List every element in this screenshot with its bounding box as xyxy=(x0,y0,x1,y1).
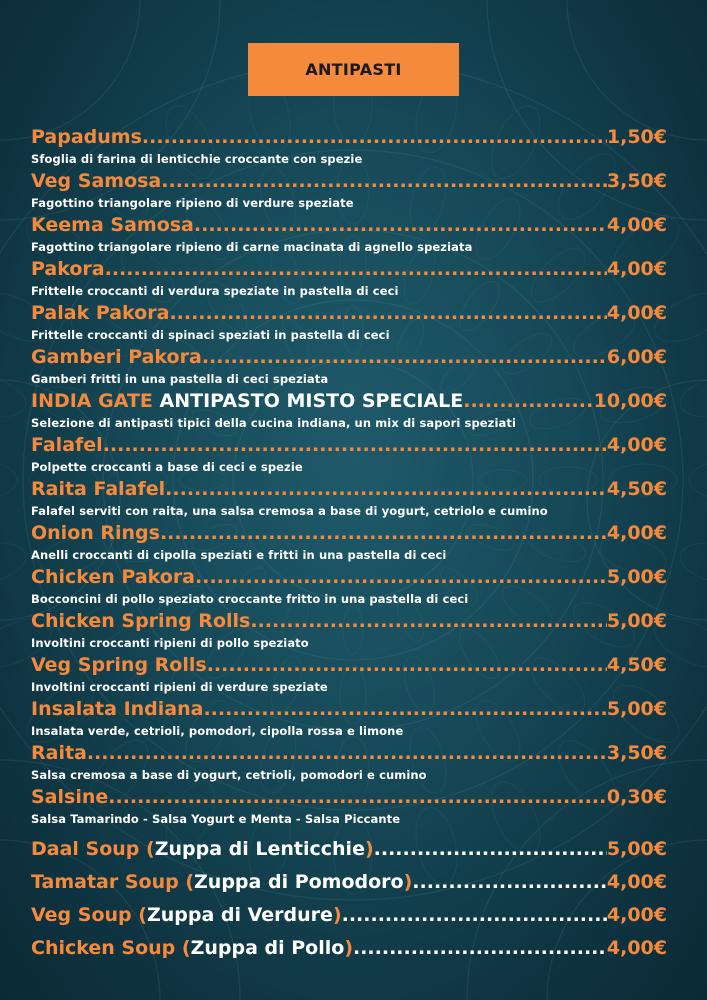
dot-leader xyxy=(353,932,607,965)
soup-price: 4,00€ xyxy=(606,937,667,959)
dot-leader xyxy=(207,653,607,677)
section-title: ANTIPASTI xyxy=(305,60,402,79)
menu-item-description: Insalata verde, cetrioli, pomodori, cipolla rossa e limone xyxy=(31,724,404,738)
menu-item xyxy=(31,213,667,257)
soup-name-italian: Zuppa di Pomodoro xyxy=(194,871,404,893)
menu-item-row xyxy=(31,697,667,721)
menu-item-name: Salsine xyxy=(31,786,109,808)
dot-leader xyxy=(203,697,606,721)
menu-item-price: 4,00€ xyxy=(606,434,667,456)
dot-leader xyxy=(202,345,607,369)
menu-item-row xyxy=(31,785,667,809)
dot-leader xyxy=(142,125,607,149)
menu-item-description: Frittelle croccanti di verdura speziate in pastella di ceci xyxy=(31,284,399,298)
menu-item xyxy=(31,301,667,345)
menu-item-name: Gamberi Pakora xyxy=(31,346,202,368)
menu-item-price: 6,00€ xyxy=(606,346,667,368)
soup-paren-open: ( xyxy=(131,904,147,926)
soup-item xyxy=(31,932,667,965)
menu-item-name: Chicken Pakora xyxy=(31,566,196,588)
menu-item-name: Keema Samosa xyxy=(31,214,194,236)
menu-item-description: Frittelle croccanti di spinaci speziati in pastella di ceci xyxy=(31,328,390,342)
menu-item-name xyxy=(31,389,463,413)
soup-item xyxy=(31,866,667,899)
menu-item-description: Sfoglia di farina di lenticchie croccante con spezie xyxy=(31,152,363,166)
dot-leader xyxy=(194,213,607,237)
menu-item-price: 0,30€ xyxy=(606,786,667,808)
dot-leader xyxy=(161,169,607,193)
menu-item xyxy=(31,125,667,169)
menu-item-price: 4,50€ xyxy=(606,654,667,676)
menu-item xyxy=(31,697,667,741)
menu-item-price: 4,50€ xyxy=(606,478,667,500)
menu-item-description: Salsa cremosa a base di yogurt, cetrioli, pomodori e cumino xyxy=(31,768,427,782)
menu-item-price: 5,00€ xyxy=(606,698,667,720)
dot-leader xyxy=(374,833,607,866)
menu-item-name: Insalata Indiana xyxy=(31,698,204,720)
menu-item xyxy=(31,785,667,829)
dot-leader xyxy=(108,785,607,809)
menu-item-name: Palak Pakora xyxy=(31,302,170,324)
menu-item-price: 4,00€ xyxy=(606,302,667,324)
menu-item-row xyxy=(31,477,667,501)
menu-item-price: 10,00€ xyxy=(593,390,667,412)
dot-leader xyxy=(412,866,607,899)
menu-item xyxy=(31,609,667,653)
soup-paren-close: ) xyxy=(403,871,413,893)
dot-leader xyxy=(160,521,607,545)
soup-price: 4,00€ xyxy=(606,904,667,926)
menu-item-name-brand: INDIA GATE xyxy=(31,390,153,412)
menu-item-price: 1,50€ xyxy=(606,126,667,148)
menu-list xyxy=(31,125,667,965)
soup-name xyxy=(31,866,412,899)
menu-item-price: 4,00€ xyxy=(606,258,667,280)
menu-item-row xyxy=(31,345,667,369)
menu-item xyxy=(31,521,667,565)
menu-item xyxy=(31,433,667,477)
menu-item-description: Fagottino triangolare ripieno di carne macinata di agnello speziata xyxy=(31,240,473,254)
menu-item-name: Veg Spring Rolls xyxy=(31,654,207,676)
menu-item-row xyxy=(31,125,667,149)
menu-item-price: 5,00€ xyxy=(606,610,667,632)
menu-item xyxy=(31,565,667,609)
dot-leader xyxy=(250,609,607,633)
dot-leader xyxy=(342,899,607,932)
soup-name-italian: Zuppa di Pollo xyxy=(190,937,345,959)
dot-leader xyxy=(105,257,607,281)
soup-paren-close: ) xyxy=(364,838,374,860)
menu-item-description: Bocconcini di pollo speziato croccante fritto in una pastella di ceci xyxy=(31,592,469,606)
dot-leader xyxy=(165,477,607,501)
menu-item-price: 5,00€ xyxy=(606,566,667,588)
menu-item-description: Polpette croccanti a base di ceci e spezie xyxy=(31,460,303,474)
soup-name xyxy=(31,833,374,866)
menu-item-description: Fagottino triangolare ripieno di verdure speziate xyxy=(31,196,354,210)
menu-item xyxy=(31,741,667,785)
menu-item-name: Chicken Spring Rolls xyxy=(31,610,251,632)
menu-item xyxy=(31,477,667,521)
soup-name-english: Tamatar Soup xyxy=(31,871,179,893)
soup-paren-open: ( xyxy=(178,871,195,893)
soup-paren-close: ) xyxy=(332,904,342,926)
menu-item-description: Gamberi fritti in una pastella di ceci speziata xyxy=(31,372,329,386)
menu-item xyxy=(31,345,667,389)
menu-item-price: 4,00€ xyxy=(606,522,667,544)
soup-item xyxy=(31,899,667,932)
dot-leader xyxy=(463,389,593,413)
menu-item-name: Raita Falafel xyxy=(31,478,166,500)
menu-item-description: Involtini croccanti ripieni di verdure speziate xyxy=(31,680,328,694)
menu-item-name: Falafel xyxy=(31,434,103,456)
menu-item-row xyxy=(31,521,667,545)
soup-price: 5,00€ xyxy=(606,838,667,860)
menu-item-row xyxy=(31,741,667,765)
menu-item-row xyxy=(31,257,667,281)
soup-name-italian: Zuppa di Lenticchie xyxy=(154,838,365,860)
menu-item-price: 4,00€ xyxy=(606,214,667,236)
menu-item-description: Salsa Tamarindo - Salsa Yogurt e Menta - Salsa Piccante xyxy=(31,812,401,826)
menu-item xyxy=(31,169,667,213)
soup-name xyxy=(31,899,342,932)
menu-item xyxy=(31,653,667,697)
menu-item-name: Raita xyxy=(31,742,87,764)
menu-item-description: Falafel serviti con raita, una salsa cremosa a base di yogurt, cetriolo e cumino xyxy=(31,504,548,518)
menu-item-row xyxy=(31,609,667,633)
menu-item-name-rest: ANTIPASTO MISTO SPECIALE xyxy=(159,390,464,412)
soup-price: 4,00€ xyxy=(606,871,667,893)
menu-item-name: Veg Samosa xyxy=(31,170,162,192)
soup-name-english: Daal Soup xyxy=(31,838,140,860)
soup-paren-open: ( xyxy=(139,838,155,860)
soup-item xyxy=(31,833,667,866)
soup-name-italian: Zuppa di Verdure xyxy=(146,904,333,926)
menu-item xyxy=(31,257,667,301)
menu-item-row xyxy=(31,213,667,237)
dot-leader xyxy=(103,433,607,457)
menu-item-description: Selezione di antipasti tipici della cucina indiana, un mix di sapori speziati xyxy=(31,416,517,430)
menu-item-row xyxy=(31,389,667,413)
menu-item-row xyxy=(31,169,667,193)
menu-item-name: Onion Rings xyxy=(31,522,160,544)
dot-leader xyxy=(195,565,607,589)
dot-leader xyxy=(169,301,606,325)
soup-paren-open: ( xyxy=(175,937,191,959)
menu-item-row xyxy=(31,433,667,457)
menu-item-description: Involtini croccanti ripieni di pollo speziato xyxy=(31,636,309,650)
menu-item-price: 3,50€ xyxy=(606,742,667,764)
menu-item-name: Papadums xyxy=(31,126,142,148)
soup-name xyxy=(31,932,353,965)
soup-name-english: Chicken Soup xyxy=(31,937,176,959)
menu-item xyxy=(31,389,667,433)
menu-item-row xyxy=(31,301,667,325)
soup-list xyxy=(31,833,667,965)
menu-item-row xyxy=(31,653,667,677)
dot-leader xyxy=(87,741,607,765)
menu-item-row xyxy=(31,565,667,589)
soup-paren-close: ) xyxy=(344,937,353,959)
soup-name-english: Veg Soup xyxy=(31,904,132,926)
menu-item-name: Pakora xyxy=(31,258,105,280)
menu-item-price: 3,50€ xyxy=(606,170,667,192)
section-title-banner xyxy=(248,43,459,96)
menu-item-description: Anelli croccanti di cipolla speziati e fritti in una pastella di ceci xyxy=(31,548,447,562)
